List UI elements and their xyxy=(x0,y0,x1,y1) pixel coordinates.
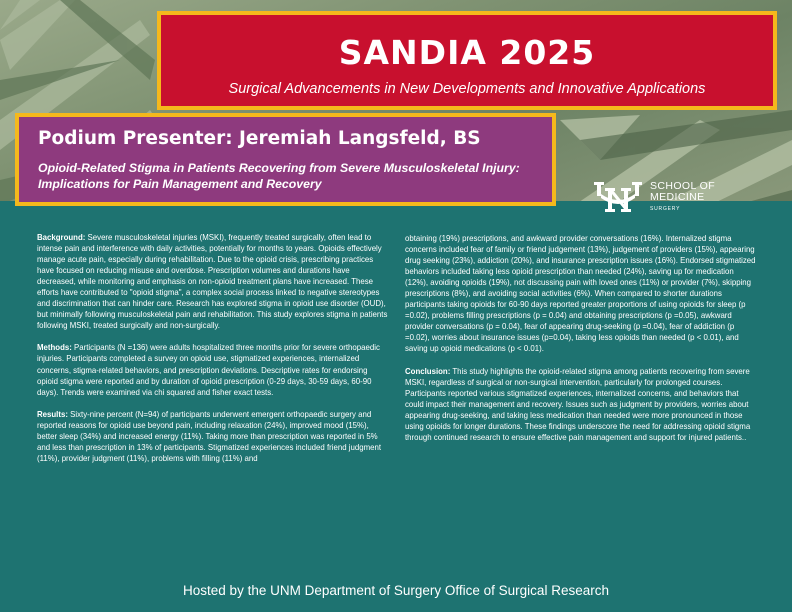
presenter-banner xyxy=(15,113,556,206)
results-paragraph xyxy=(37,409,390,464)
unm-logo-icon xyxy=(592,180,644,214)
talk-title: Opioid-Related Stigma in Patients Recovering from Severe Musculoskeletal Injury: Implications for Pain Management and Recovery xyxy=(38,161,520,191)
background-label: Background: xyxy=(37,233,86,242)
event-banner xyxy=(157,11,777,110)
event-title: SANDIA 2025 xyxy=(338,33,596,72)
conclusion-paragraph xyxy=(405,366,759,443)
logo-wordmark xyxy=(650,181,715,215)
footer-hosted-by: Hosted by the UNM Department of Surgery Office of Surgical Research xyxy=(183,583,609,598)
logo-line-3: SURGERY xyxy=(650,206,681,212)
logo-line-1: SCHOOL OF xyxy=(650,180,716,192)
logo-line-2: MEDICINE xyxy=(650,191,705,203)
background-paragraph xyxy=(37,232,390,331)
methods-paragraph xyxy=(37,342,390,397)
methods-text: Participants (N =136) were adults hospitalized three months prior for severe orthopaedic injuries. Participants completed a survey on opioid use, stigmatized experiences, internalized concerns, stigma-related behaviors, and prescription deviations. Descriptive rates for endorsing opioid stigma were reported and by duration of opioid prescription (0-29 days, 30-59 days, 60-90 days). Trends were examined via chi squared and fisher exact tests. xyxy=(37,343,380,397)
abstract-right-column xyxy=(405,233,759,454)
conclusion-text: This study highlights the opioid-related stigma among patients recovering from severe MSKI, regardless of surgical or non-surgical intervention, particularly for prolonged courses. Participants reported various stigmatized experiences, internalized concerns, and behaviors that could impact their management and recovery. Issues such as judgment by providers, worries about appearing drug-seeking, and taking less medication than needed were more pronounced in those using opioids for longer durations. These findings underscore the need for addressing opioid stigma through continued research to ensure effective pain management and support for injured patients.. xyxy=(405,366,751,442)
results-continued-paragraph: obtaining (19%) prescriptions, and awkward provider conversations (16%). Internalized stigma concerns included fear of family or friend judgement (13%), judgement of providers (15%), appearing drug seeking (23%), addiction (20%), and insurance prescription issues (16%). Endorsed stigmatized behaviors included taking less opioid prescription than needed (24%), saving up for medication (12%), avoiding opioids (19%), not discussing pain with loved ones (11%) or provider (7%), skipping prescriptions (8%), and avoiding social activities (6%). When compared to shorter durations participants taking opioids for 60-90 days reported greater proportions of using opioids for sleep (p =0.02), problems filling prescriptions (p = 0.04) and obtaining prescriptions (p =0.05), awkward provider conversations (p = 0.04), fear of appearing drug-seeking (p =0.04), fear of addiction (p =0.02), worries about insurance issues (p=0.04), taking less opioids than needed (p < 0.01), and saving up opioid medications (p < 0.01). xyxy=(405,234,756,354)
background-text: Severe musculoskeletal injuries (MSKI), frequently treated surgically, often lead to intense pain and interference with daily activities, potentially for months to years. Opioids effectively manage acute pain, especially during rehabilitation. Due to the opioid crisis, prescribing practices have focused on reducing misuse and overdose. Prescription volumes and durations have decreased, while monitoring and emphasis on non-opioid treatment plans have increased. These efforts have contributed to "opioid stigma", a complex social process linked to negative stereotypes and discrimination that can hinder care. Research has explored stigma in opioid use disorder (OUD), but minimally following musculoskeletal pain and rehabilitation. This study explores stigma in patients following MSKI, treated surgically and non-surgically. xyxy=(37,233,388,331)
presenter-name: Podium Presenter: Jeremiah Langsfeld, BS xyxy=(38,128,481,149)
unm-som-logo xyxy=(592,180,772,216)
abstract-left-column xyxy=(37,232,390,475)
conclusion-label: Conclusion: xyxy=(405,366,451,376)
event-subtitle: Surgical Advancements in New Developments and Innovative Applications xyxy=(228,81,706,97)
methods-label: Methods: xyxy=(37,343,72,353)
results-label: Results: xyxy=(37,409,68,419)
results-text: Sixty-nine percent (N=94) of participants underwent emergent orthopaedic surgery and reported reasons for opioid use beyond pain, including relaxation (24%), improved mood (15%), better sleep (34%) and increased energy (11%). Taking more than prescription was reported in 5% and less than prescription in 13% of participants. Stigmatized experiences included friend judgment (11%), provider judgment (11%), problems with filling (11%) and xyxy=(37,409,382,463)
